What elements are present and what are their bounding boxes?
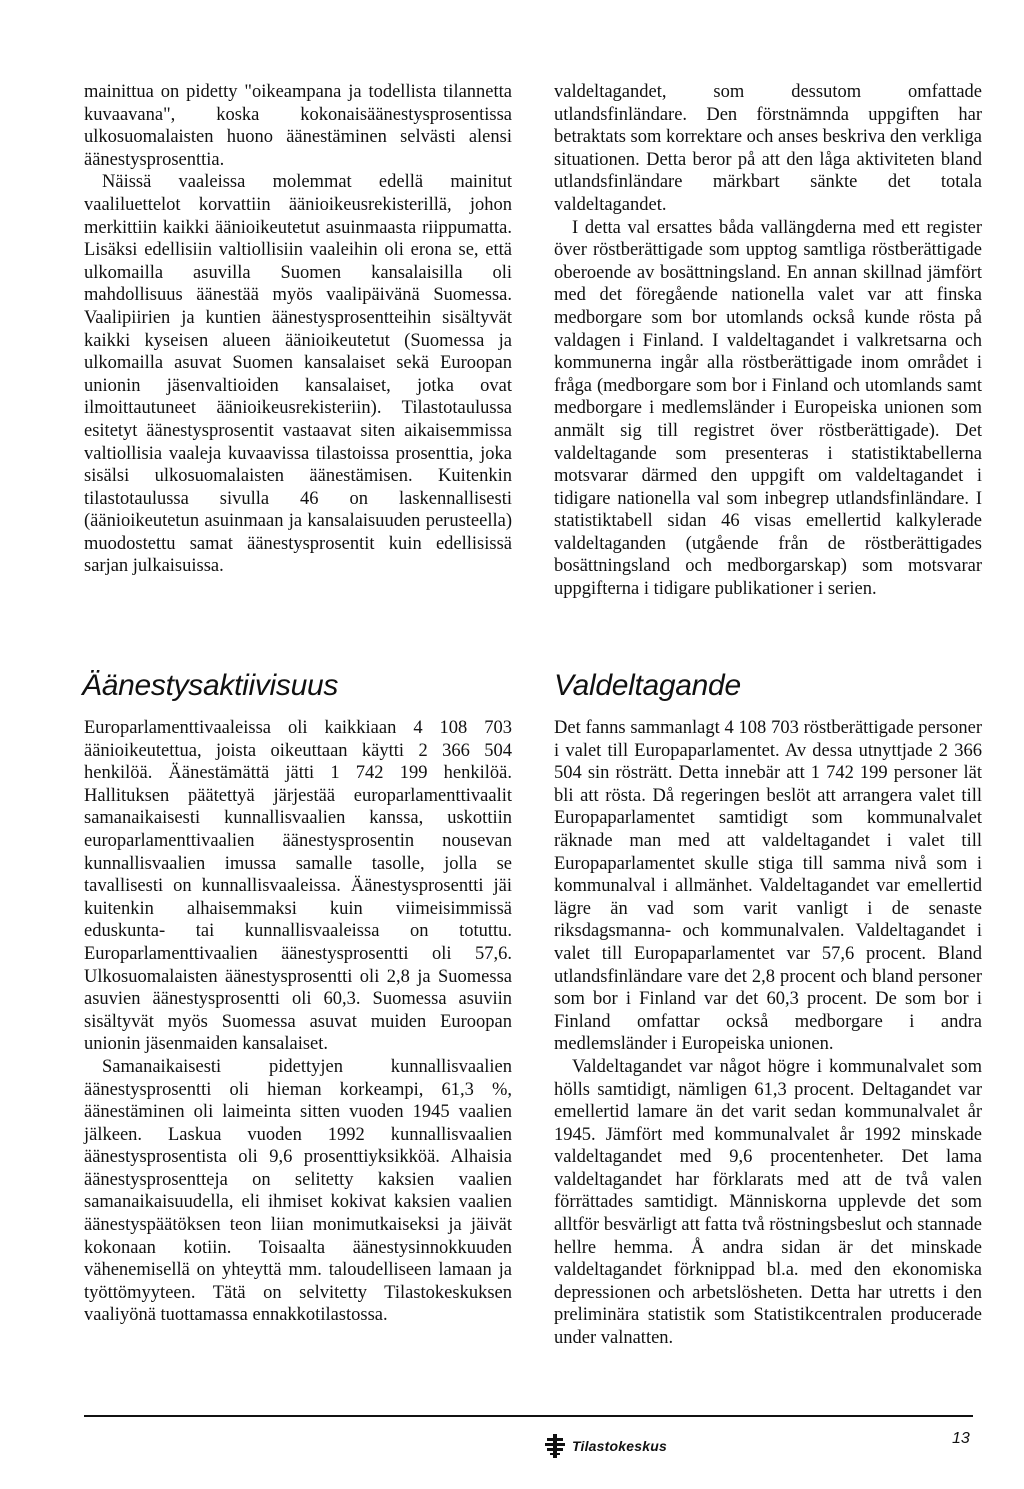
finnish-intro-paragraph-1: mainittua on pidetty "oikeampana ja todellista tilannetta kuvaavana", koska kokonaisäänestysprosentissa ulkosuomalaisten huono äänestäminen selvästi alensi äänestysprosenttia.: [84, 82, 512, 170]
swedish-section-paragraph-2: Valdeltagandet var något högre i kommunalvalet som hölls samtidigt, nämligen 61,3 procent. Deltagandet var emellertid lamare än det varit sedan kommunalvalet år 1945. Jämfört med kommunalvalet år 1992 minskade valdeltagandet med 9,6 procentenheter. Det lama valdeltagandet har förklarats med att de två valen förrättades samtidigt. Människorna upplevde det som alltför besvärligt att fatta två röstningsbeslut och stannade hellre hemma. Å andra sidan är det minskade valdeltagandet förknippad bl.a. med den ekonomiska depressionen och arbetslösheten. Detta har utretts i den preliminära statistik som Statistikcentralen producerade under valnatten.: [554, 1056, 982, 1349]
swedish-section-paragraph-1: Det fanns sammanlagt 4 108 703 röstberättigade personer i valet till Europaparlamentet. Av dessa utnyttjade 2 366 504 sin rösträtt. Detta innebär att 1 742 199 personer lät bli att rösta. Då regeringen beslöt att arrangera valet till Europaparlamentet samtidigt som kommunalvalet räknade man med att valdeltagandet i valet till Europaparlamentet skulle stiga till samma nivå som i kommunalval i allmänhet. Valdeltagandet var emellertid lägre än vad som varit vanligt i de senaste riksdagsmanna- och kommunalvalen. Valdeltagandet i valet till Europaparlamentet var 57,6 procent. Bland utlandsfinländare vare det 2,8 procent och bland personer som bor i Finland var det 60,3 procent. De som bor i Finland omfattar också medborgare i andra medlemsländer i Europeiska unionen.: [554, 718, 982, 1055]
footer-rule: [84, 1415, 973, 1417]
finnish-section-paragraph-1: Europarlamenttivaaleissa oli kaikkiaan 4 108 703 äänioikeutettua, joista oikeuttaan käytti 2 366 504 henkilöä. Äänestämättä jätti 1 742 199 henkilöä. Hallituksen päätettyä järjestää europarlamenttivaalit samanaikaisesti kunnallisvaalien kanssa, uskottiin europarlamenttivaalien äänestysprosentin nousevan kunnallisvaalien imussa samalle tasolle, jolla se tavallisesti on kunnallisvaaleissa. Äänestysprosentti jäi kuitenkin alhaisemmaksi kuin viimeisimmissä eduskunta- tai kunnallisvaaleissa on totuttu. Europarlamenttivaalien äänestysprosentti oli 57,6. Ulkosuomalaisten äänestysprosentti oli 2,8 ja Suomessa asuvien äänestysprosentti oli 60,3. Suomessa asuviin sisältyvät myös Suomessa asuvat muiden Euroopan unionin jäsenmaiden kansalaiset.: [84, 718, 512, 1055]
finnish-section-paragraph-2: Samanaikaisesti pidettyjen kunnallisvaalien äänestysprosentti oli hieman korkeampi, 61,3 %, äänestäminen oli laimeinta sitten vuoden 1945 vaalien jälkeen. Laskua vuoden 1992 kunnallisvaalien äänestysprosentista oli 9,6 prosenttiyksikköä. Alhaisia äänestysprosentteja on selitetty kaksien vaalien samanaikaisuudella, eli ihmiset kokivat kaksien vaalien äänestyspäätöksen teon liian monimutkaiseksi ja jäivät kokonaan kotiin. Toisaalta äänestysinnokkuuden vähenemisellä on yhteyttä mm. taloudelliseen lamaan ja työttömyyteen. Tätä on selvitetty Tilastokeskuksen vaaliyönä tuottamassa ennakkotilastossa.: [84, 1056, 512, 1326]
finnish-section-column: [84, 717, 512, 1327]
swedish-section-heading: Valdeltagande: [554, 669, 741, 702]
footer-brand-name: Tilastokeskus: [572, 1438, 667, 1454]
tilastokeskus-logo-icon: [544, 1434, 566, 1458]
swedish-intro-column: [554, 81, 982, 601]
finnish-intro-column: [84, 81, 512, 578]
swedish-intro-paragraph-1: valdeltagandet, som dessutom omfattade utlandsfinländare. Den förstnämnda uppgiften har betraktats som korrektare och anses beskriva den verkliga situationen. Detta beror på att den låga aktiviteten bland utlandsfinländare märkbart sänkte det totala valdeltagandet.: [554, 82, 982, 215]
finnish-intro-paragraph-2: Näissä vaaleissa molemmat edellä mainitut vaaliluettelot korvattiin äänioikeusrekisterillä, johon merkittiin kaikki äänioikeutetut asuinmaasta riippumatta. Lisäksi edellisiin valtiollisiin vaaleihin oli erona se, että ulkomailla asuvilla Suomen kansalaisilla oli mahdollisuus äänestää myös vaalipäivänä Suomessa. Vaalipiirien ja kuntien äänestysprosentteihin sisältyvät kaikki kyseisen alueen äänioikeutetut (Suomessa ja ulkomailla asuvat Suomen kansalaiset sekä Euroopan unionin jäsenvaltioiden kansalaiset, jotka ovat ilmoittautuneet äänioikeusrekisteriin). Tilastotaulussa esitetyt äänestysprosentit vastaavat siten aikaisemmissa valtiollisia vaaleja kuvaavissa tilastoissa prosenttia, joka sisälsi ulkosuomalaisten äänestämisen. Kuitenkin tilastotaulussa sivulla 46 on laskennallisesti (äänioikeutetun asuinmaan ja kansalaisuuden perusteella) muodostettu samat äänestysprosentit kuin edellisissä sarjan julkaisuissa.: [84, 172, 512, 577]
swedish-section-column: [554, 717, 982, 1350]
footer-brand: [544, 1434, 667, 1458]
page-number: 13: [952, 1430, 970, 1447]
swedish-intro-paragraph-2: I detta val ersattes båda vallängderna med ett register över röstberättigade som upptog samtliga röstberättigade oberoende av bosättningsland. En annan skillnad jämfört med det föregående nationella valet var att finska medborgare som bor utomlands också kunde rösta på valdagen i Finland. I valdeltagandet i valkretsarna och kommunerna ingår alla röstberättigade inom området i fråga (medborgare som bor i Finland och utomlands samt medborgare i medlemsländer i Europeiska unionen som anmält sig till registret över röstberättigade). Det valdeltagande som presenteras i statistiktabellerna motsvarar därmed den uppgift om valdeltagandet i tidigare nationella val som inbegrep utlandsfinländare. I statistiktabell sidan 46 visas emellertid kalkylerade valdeltaganden (utgående från de röstberättigades bosättningsland och medborgarskap) som motsvarar uppgifterna i tidigare publikationer i serien.: [554, 217, 982, 600]
finnish-section-heading: Äänestysaktiivisuus: [82, 669, 339, 702]
